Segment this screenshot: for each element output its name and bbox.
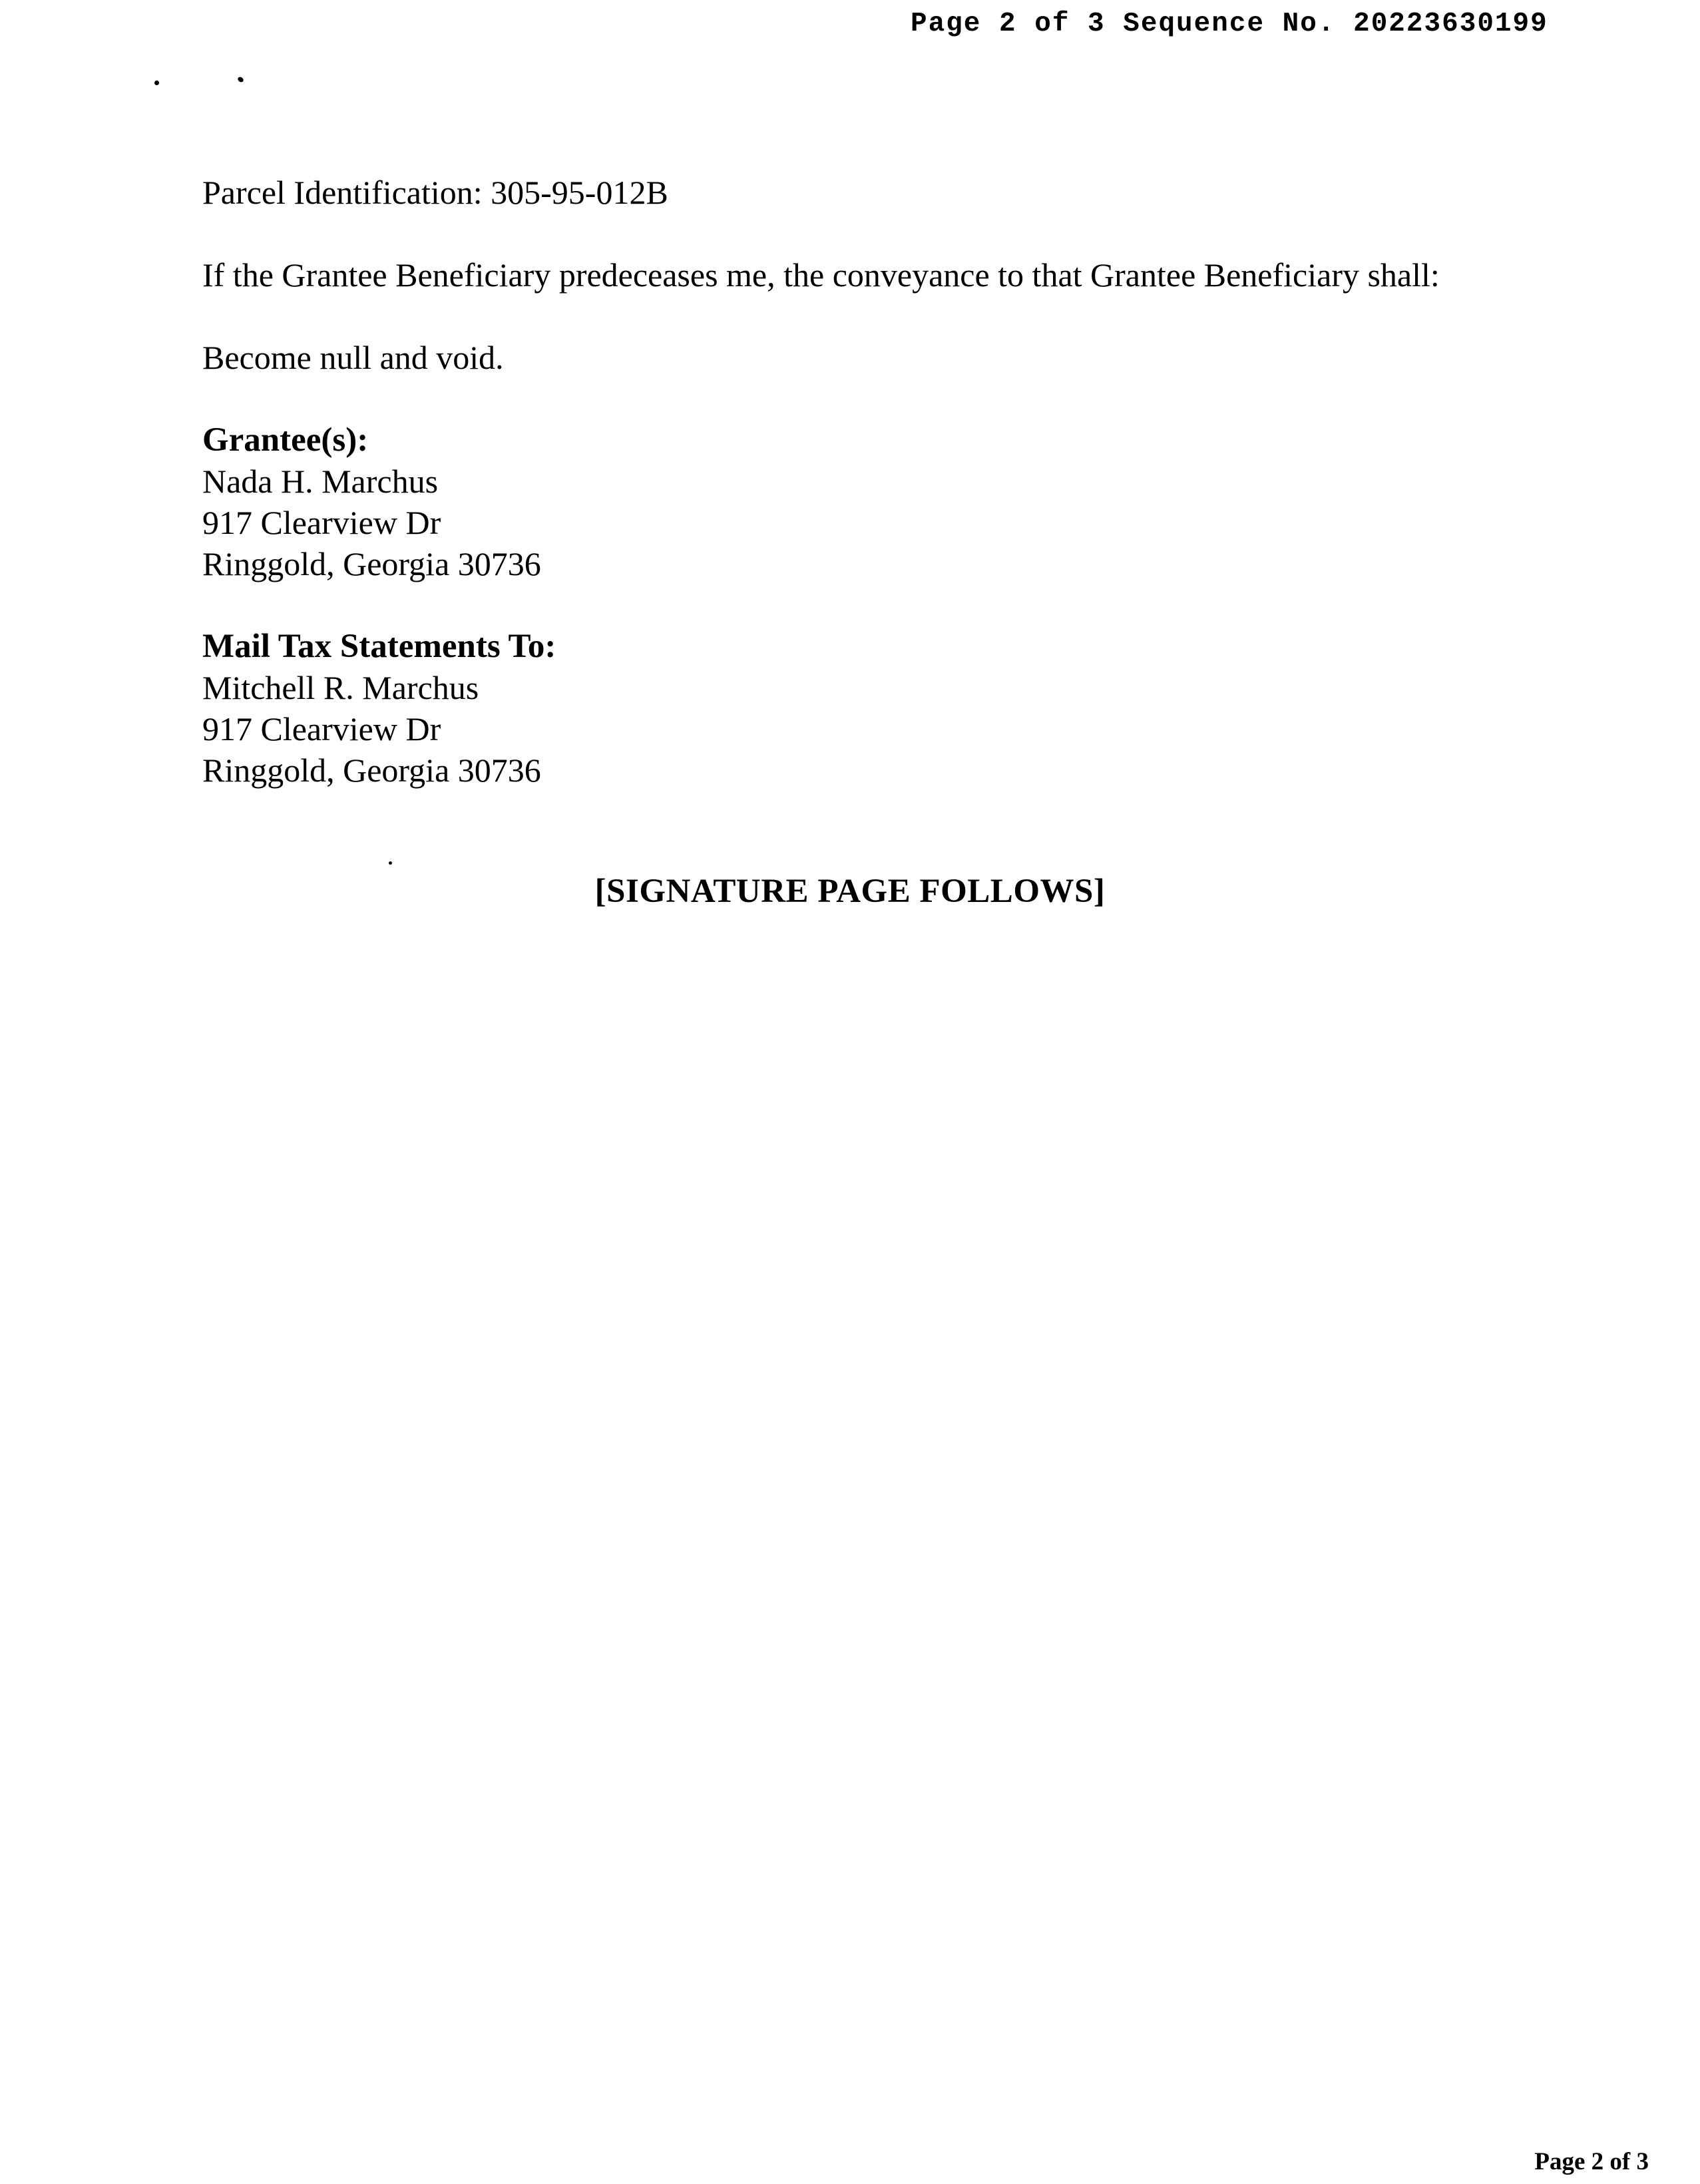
grantee-street: 917 Clearview Dr	[202, 504, 441, 541]
predecease-outcome: Become null and void.	[202, 339, 504, 376]
mail-tax-city-state-zip: Ringgold, Georgia 30736	[202, 752, 541, 789]
grantee-heading: Grantee(s):	[202, 421, 369, 459]
mail-tax-block	[202, 626, 1600, 791]
recording-stamp: Page 2 of 3 Sequence No. 20223630199	[911, 9, 1548, 39]
scan-speck	[237, 76, 244, 83]
mail-tax-heading: Mail Tax Statements To:	[202, 628, 556, 665]
footer-page-number: Page 2 of 3	[1534, 2148, 1649, 2175]
scan-speck	[389, 861, 392, 865]
grantee-name: Nada H. Marchus	[202, 463, 439, 500]
scan-speck	[154, 81, 159, 85]
mail-tax-name: Mitchell R. Marchus	[202, 669, 479, 706]
grantee-block	[202, 419, 1600, 584]
signature-page-notice: [SIGNATURE PAGE FOLLOWS]	[594, 873, 1106, 910]
predecease-clause: If the Grantee Beneficiary predeceases me, the conveyance to that Grantee Beneficiary shall:	[202, 256, 1440, 294]
mail-tax-street: 917 Clearview Dr	[202, 710, 441, 748]
parcel-identification: Parcel Identification: 305-95-012B	[202, 174, 668, 211]
document-body	[202, 172, 1600, 832]
grantee-city-state-zip: Ringgold, Georgia 30736	[202, 545, 541, 582]
